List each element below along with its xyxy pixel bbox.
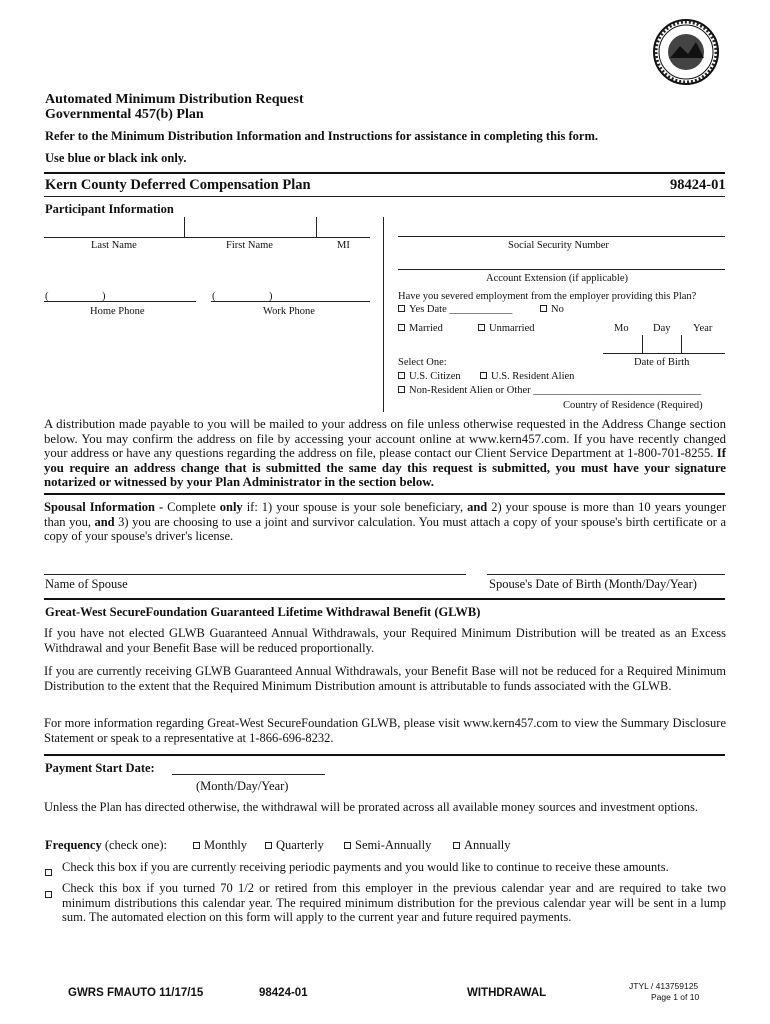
section-divider-2 (44, 598, 725, 600)
payment-start-line[interactable] (172, 774, 325, 775)
severed-no-label: No (551, 304, 564, 315)
semi-annually-label: Semi-Annually (355, 838, 432, 852)
country-label: Country of Residence (Required) (563, 400, 703, 411)
checkbox-icon[interactable] (398, 386, 405, 393)
us-citizen-label: U.S. Citizen (409, 371, 461, 382)
mi-label: MI (337, 240, 350, 251)
section-divider-1 (44, 493, 725, 495)
work-phone-line[interactable] (211, 301, 370, 302)
checkbox-icon[interactable] (398, 324, 405, 331)
header-divider (44, 172, 725, 174)
footer-code: JTYL / 413759125 (629, 981, 699, 991)
plan-divider (44, 196, 725, 197)
name-divider-2 (316, 217, 317, 237)
spousal-only: only (219, 500, 243, 514)
section-divider-3 (44, 754, 725, 756)
severed-yes[interactable] (398, 303, 512, 317)
ink-instruction: Use blue or black ink only. (45, 151, 187, 165)
dob-year-label: Year (693, 323, 713, 334)
annually-option[interactable] (453, 838, 511, 852)
two-distributions-checkbox[interactable] (45, 885, 56, 903)
glwb-paragraph-3: For more information regarding Great-West SecureFoundation GLWB, please visit www.kern457.com to view the Summary Disclosure Statement or speak to a representative at 1-866-696-8232. (44, 716, 726, 745)
dob-divider-1 (642, 335, 643, 353)
footer-plan-number: 98424-01 (259, 987, 308, 999)
married-option[interactable] (398, 322, 443, 336)
two-distributions-text: Check this box if you turned 70 1/2 or retired from this employer in the previous calendar year and are required to take two minimum distributions this calendar year. The required minimum distribution for the previous calendar year will be sent in a lump sum. The automated election on this form will apply to the current year and future required payments. (62, 881, 726, 924)
plan-name: Kern County Deferred Compensation Plan (45, 177, 311, 193)
spouse-dob-line[interactable] (487, 574, 725, 575)
form-title: Automated Minimum Distribution Request (45, 92, 304, 107)
spousal-and-1: and (467, 500, 488, 514)
checkbox-icon[interactable] (478, 324, 485, 331)
married-label: Married (409, 323, 443, 334)
spousal-label: Spousal Information - (44, 500, 164, 514)
last-name-label: Last Name (91, 240, 137, 251)
checkbox-icon[interactable] (265, 842, 272, 849)
severed-question: Have you severed employment from the employer providing this Plan? (398, 291, 697, 302)
work-phone-paren-open: ( (212, 291, 216, 302)
home-phone-label: Home Phone (90, 306, 145, 317)
footer-type: WITHDRAWAL (467, 987, 547, 999)
account-ext-label: Account Extension (if applicable) (486, 273, 628, 284)
spousal-and-2: and (94, 514, 115, 529)
checkbox-icon[interactable] (344, 842, 351, 849)
home-phone-paren-close: ) (102, 291, 106, 302)
spousal-text-4: 3) you are choosing to use a joint and survivor calculation. You must attach a copy of your spouse's birth certificate or a copy of your spouse's driver's license. (44, 514, 726, 543)
instructions-text: Refer to the Minimum Distribution Information and Instructions for assistance in completing this form. (45, 129, 599, 143)
checkbox-icon[interactable] (480, 372, 487, 379)
home-phone-line[interactable] (44, 301, 196, 302)
checkbox-icon[interactable] (398, 305, 405, 312)
quarterly-label: Quarterly (276, 838, 324, 852)
checkbox-icon[interactable] (45, 869, 52, 876)
name-line[interactable] (44, 237, 370, 238)
participant-heading: Participant Information (45, 202, 174, 216)
work-phone-label: Work Phone (263, 306, 315, 317)
address-notice-bold: If you require an address change that is submitted the same day this request is submitted, you must have your signature notarized or witnessed by your Plan Administrator in the section below. (44, 446, 726, 489)
annually-label: Annually (464, 838, 511, 852)
work-phone-paren-close: ) (269, 291, 273, 302)
non-resident-option[interactable] (398, 384, 701, 398)
spousal-text-2: if: 1) your spouse is your sole beneficiary, (242, 500, 468, 514)
checkbox-icon[interactable] (45, 891, 52, 898)
spousal-text-3: 2) your spouse is more than 10 years younger than you, (44, 500, 726, 529)
spouse-name-label: Name of Spouse (45, 577, 128, 591)
spouse-name-line[interactable] (44, 574, 466, 575)
frequency-hint: (check one): (101, 838, 167, 852)
monthly-label: Monthly (204, 838, 248, 852)
quarterly-option[interactable] (265, 838, 324, 852)
continue-periodic-checkbox[interactable] (45, 863, 56, 881)
dob-line[interactable] (603, 353, 725, 354)
payment-start-label: Payment Start Date: (45, 761, 155, 775)
name-divider-1 (184, 217, 185, 237)
severed-yes-label: Yes Date ____________ (409, 304, 513, 315)
severed-no[interactable] (540, 303, 564, 317)
checkbox-icon[interactable] (193, 842, 200, 849)
dob-day-label: Day (653, 323, 671, 334)
dob-mo-label: Mo (614, 323, 629, 334)
column-divider (383, 217, 384, 412)
plan-number: 98424-01 (670, 177, 726, 193)
footer-form-id: GWRS FMAUTO 11/17/15 (68, 987, 204, 999)
us-citizen-option[interactable] (398, 370, 461, 384)
dob-label: Date of Birth (634, 357, 690, 368)
first-name-label: First Name (226, 240, 273, 251)
us-resident-label: U.S. Resident Alien (491, 371, 575, 382)
glwb-paragraph-1: If you have not elected GLWB Guaranteed Annual Withdrawals, your Required Minimum Distribution will be treated as an Excess Withdrawal and your Benefit Base will be reduced proportionally. (44, 626, 726, 655)
unmarried-label: Unmarried (489, 323, 535, 334)
account-ext-line[interactable] (398, 269, 725, 270)
address-notice-text: A distribution made payable to you will be mailed to your address on file unless otherwise requested in the Address Change section below. You may confirm the address on file by accessing your account online at www.kern457.com. If you have recently changed your address or have any questions regarding the address on file, please contact our Client Service Department at 1-800-701-8255. (44, 417, 726, 460)
prorate-text: Unless the Plan has directed otherwise, the withdrawal will be prorated across all available money sources and investment options. (44, 800, 698, 814)
dob-divider-2 (681, 335, 682, 353)
form-subtitle: Governmental 457(b) Plan (45, 107, 204, 122)
unmarried-option[interactable] (478, 322, 534, 336)
address-notice (44, 417, 726, 490)
glwb-paragraph-2: If you are currently receiving GLWB Guaranteed Annual Withdrawals, your Benefit Base will not be reduced for a Required Minimum Distribution to the extent that the Required Minimum Distribution amount is attributable to funds associated with the GLWB. (44, 664, 726, 693)
monthly-option[interactable] (193, 838, 247, 852)
home-phone-paren-open: ( (45, 291, 49, 302)
payment-date-hint: (Month/Day/Year) (196, 779, 289, 793)
spouse-dob-label: Spouse's Date of Birth (Month/Day/Year) (489, 577, 697, 591)
checkbox-icon[interactable] (453, 842, 460, 849)
frequency-row (45, 838, 167, 852)
checkbox-icon[interactable] (398, 372, 405, 379)
checkbox-icon[interactable] (540, 305, 547, 312)
non-resident-label: Non-Resident Alien or Other ________________________________ (409, 385, 702, 396)
ssn-label: Social Security Number (508, 240, 609, 251)
frequency-label: Frequency (45, 838, 102, 852)
us-resident-option[interactable] (480, 370, 574, 384)
county-seal-logo (652, 18, 720, 86)
glwb-heading: Great-West SecureFoundation Guaranteed Lifetime Withdrawal Benefit (GLWB) (45, 605, 481, 619)
semi-annually-option[interactable] (344, 838, 431, 852)
select-one-label: Select One: (398, 357, 447, 368)
ssn-line[interactable] (398, 236, 725, 237)
spousal-text-1: Complete (163, 500, 220, 514)
continue-periodic-text: Check this box if you are currently receiving periodic payments and you would like to continue to receive these amounts. (62, 860, 669, 874)
spousal-info (44, 500, 726, 544)
footer-page: Page 1 of 10 (651, 992, 700, 1002)
